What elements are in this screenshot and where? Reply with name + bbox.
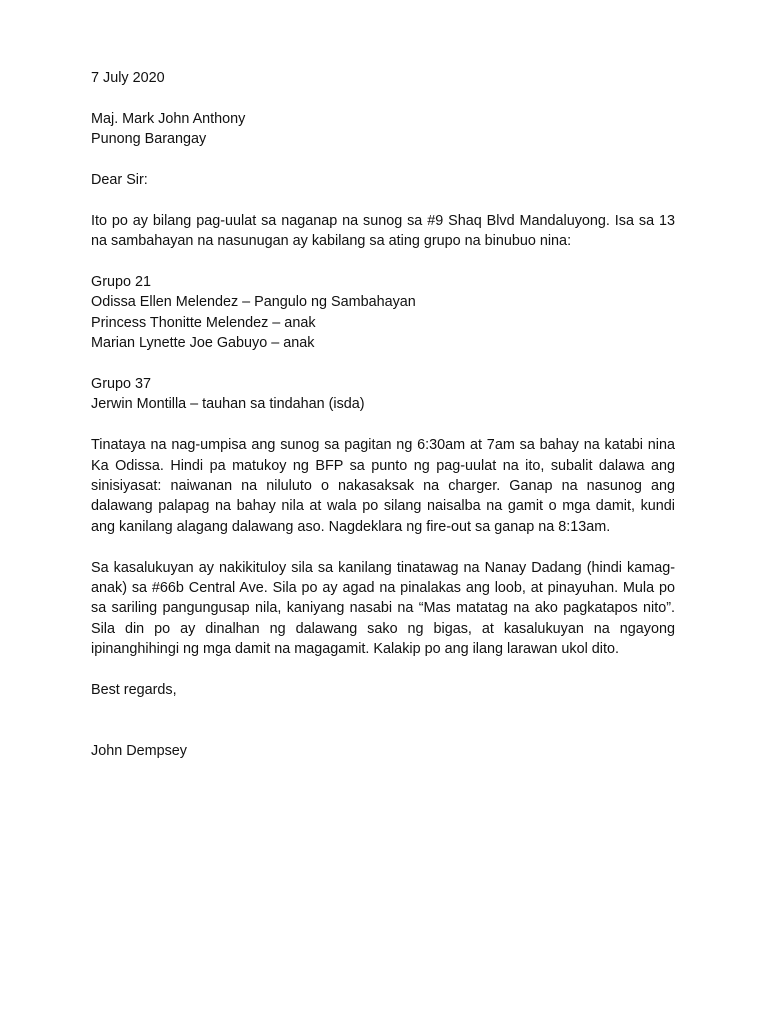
spacer bbox=[91, 190, 675, 210]
group-block bbox=[91, 272, 675, 354]
spacer bbox=[91, 150, 675, 170]
group-name: Grupo 21 bbox=[91, 274, 152, 290]
spacer bbox=[91, 415, 675, 435]
group-member: Princess Thonitte Melendez – anak bbox=[91, 314, 316, 331]
group-member: Marian Lynette Joe Gabuyo – anak bbox=[91, 335, 315, 352]
body-paragraph: Sa kasalukuyan ay nakikituloy sila sa kanilang tinatawag na Nanay Dadang (hindi kamag-anak) sa #66b Central Ave. Sila po ay agad na pinalakas ang loob, at pinayuhan. Mula po sa sariling pangungusap nila, kaniyang nasabi na “Mas matatag na ako pagkatapos nito”. Sila din po ay dinalhan ng dalawang sako ng bigas, at kasalukuyan na ngayong ipinanghihingi ng mga damit na magagamit. Kalakip po ang ilang larawan ukol dito. bbox=[91, 559, 675, 658]
body-paragraph: Tinataya na nag-umpisa ang sunog sa pagitan ng 6:30am at 7am sa bahay na katabi nina Ka Odissa. Hindi pa matukoy ng BFP sa punto ng pag-uulat na ito, subalit dalawa ang sinisiyasat: naiwanan na niluluto o nakasaksak na charger. Ganap na nasunog ang dalawang palapag na bahay nila at wala po silang naisalba na gamit o mga damit, kundi ang kanilang alagang dalawang aso. Nagdeklara ng fire-out sa ganap na 8:13am. bbox=[91, 437, 675, 535]
letter-date: 7 July 2020 bbox=[91, 70, 165, 86]
spacer bbox=[91, 537, 675, 557]
recipient-name: Maj. Mark John Anthony bbox=[91, 110, 246, 127]
signature-name: John Dempsey bbox=[91, 743, 187, 760]
intro-paragraph: Ito po ay bilang pag-uulat sa naganap na sunog sa #9 Shaq Blvd Mandaluyong. Isa sa 13 na sambahayan na nasunugan ay kabilang sa ating grupo na binubuo nina: bbox=[91, 212, 675, 250]
group-block bbox=[91, 374, 675, 415]
recipient-title: Punong Barangay bbox=[91, 131, 207, 148]
group-name: Grupo 37 bbox=[91, 376, 152, 393]
spacer bbox=[91, 700, 675, 741]
group-member: Jerwin Montilla – tauhan sa tindahan (isda) bbox=[91, 396, 365, 413]
spacer bbox=[91, 354, 675, 374]
group-member: Odissa Ellen Melendez – Pangulo ng Sambahayan bbox=[91, 294, 416, 311]
salutation: Dear Sir: bbox=[91, 172, 148, 188]
spacer bbox=[91, 252, 675, 272]
spacer bbox=[91, 88, 675, 108]
spacer bbox=[91, 660, 675, 680]
closing: Best regards, bbox=[91, 682, 177, 699]
letter-page bbox=[91, 68, 675, 762]
